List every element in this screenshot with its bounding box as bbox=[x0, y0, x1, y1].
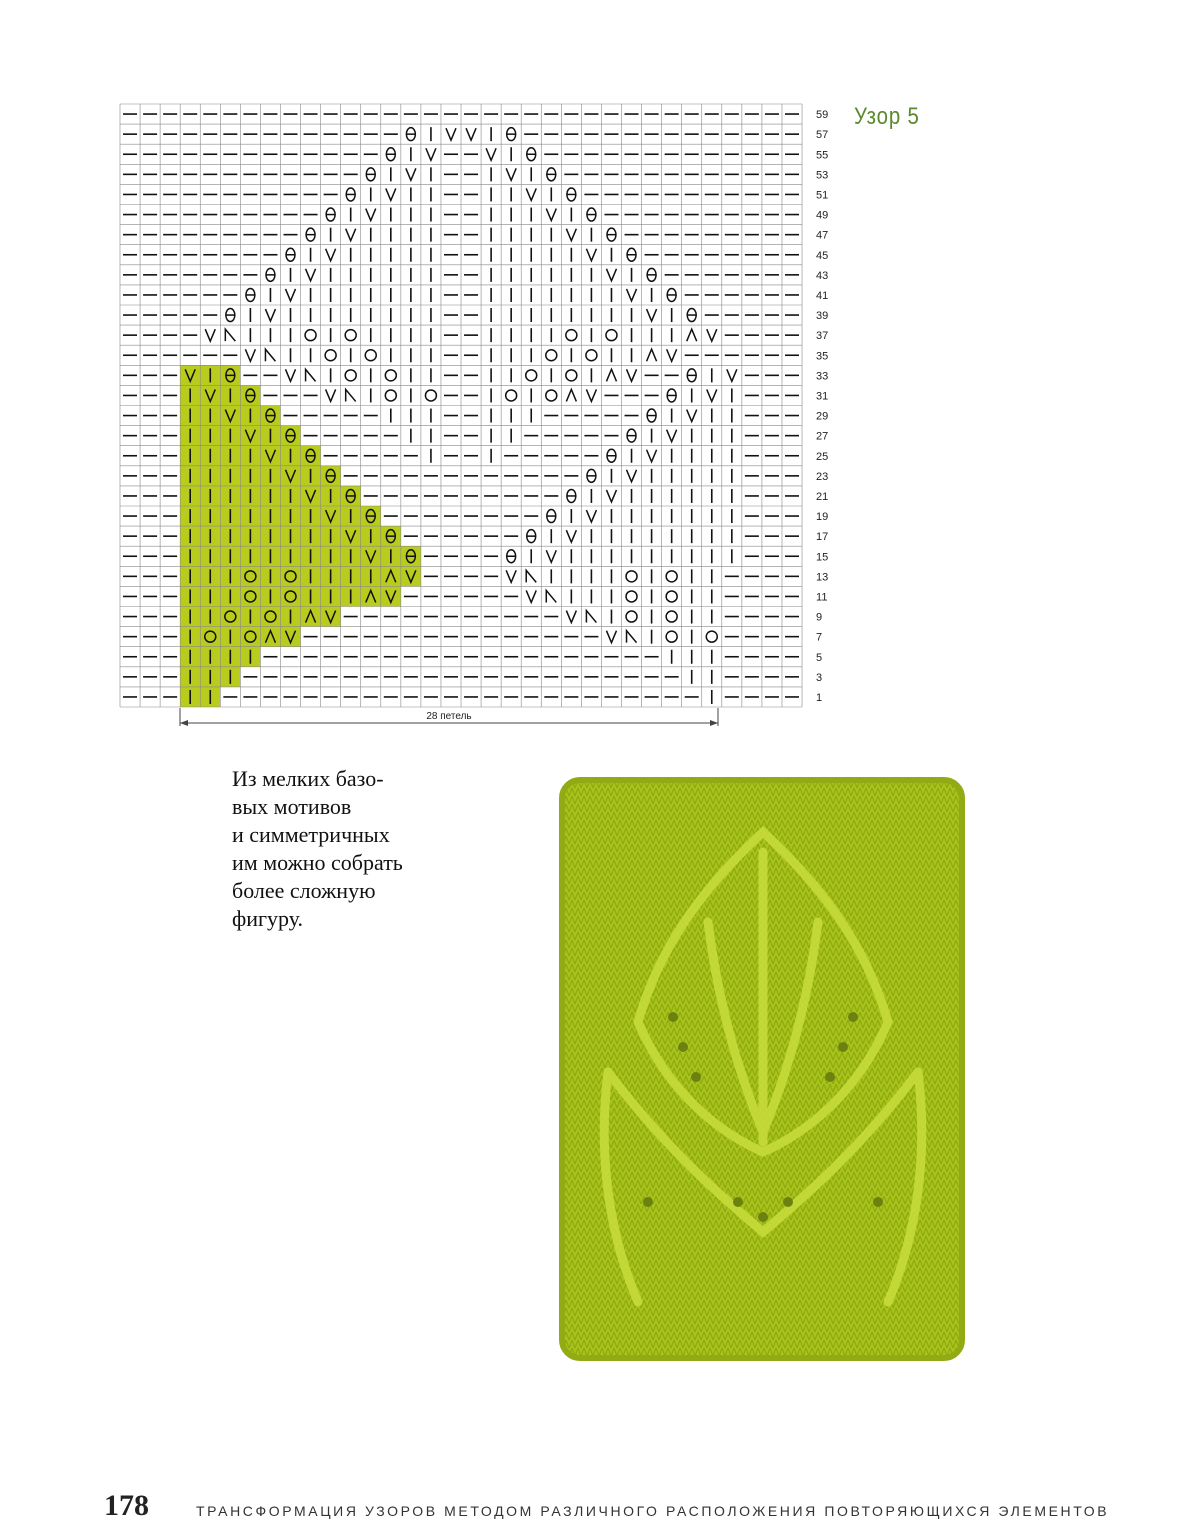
increase-symbol bbox=[506, 168, 516, 180]
yarn-over-symbol bbox=[345, 330, 356, 341]
caption-line: вых мотивов bbox=[232, 794, 352, 819]
twisted-stitch-symbol bbox=[567, 489, 576, 502]
yarn-over-symbol bbox=[666, 571, 677, 582]
left-decrease-symbol bbox=[265, 349, 275, 361]
row-number: 23 bbox=[816, 470, 829, 483]
yarn-over-symbol bbox=[546, 390, 557, 401]
row-number: 43 bbox=[816, 269, 829, 282]
twisted-stitch-symbol bbox=[547, 510, 556, 523]
caption-line: им можно собрать bbox=[232, 850, 403, 875]
increase-symbol bbox=[627, 289, 637, 301]
knitting-chart bbox=[0, 0, 840, 740]
yarn-over-symbol bbox=[666, 611, 677, 622]
highlight-cell bbox=[240, 627, 260, 647]
increase-symbol bbox=[687, 410, 697, 422]
yarn-over-symbol bbox=[325, 350, 336, 361]
twisted-stitch-symbol bbox=[627, 248, 636, 261]
row-number: 13 bbox=[816, 571, 829, 584]
row-number: 45 bbox=[816, 249, 829, 262]
increase-symbol bbox=[667, 430, 677, 442]
twisted-stitch-symbol bbox=[547, 168, 556, 181]
twisted-stitch-symbol bbox=[687, 369, 696, 382]
increase-symbol bbox=[586, 249, 596, 261]
left-decrease-symbol bbox=[586, 611, 596, 623]
row-number: 19 bbox=[816, 511, 829, 524]
decrease-symbol bbox=[687, 329, 697, 341]
twisted-stitch-symbol bbox=[306, 228, 315, 241]
increase-symbol bbox=[546, 550, 556, 562]
left-decrease-symbol bbox=[306, 369, 316, 381]
caption-line: Из мелких базо- bbox=[232, 766, 384, 791]
increase-symbol bbox=[406, 168, 416, 180]
increase-symbol bbox=[707, 329, 717, 341]
increase-symbol bbox=[306, 269, 316, 281]
yarn-over-symbol bbox=[566, 370, 577, 381]
caption bbox=[232, 765, 462, 933]
row-number: 5 bbox=[816, 651, 823, 664]
highlight-cell bbox=[240, 566, 260, 586]
increase-symbol bbox=[486, 148, 496, 160]
yarn-over-symbol bbox=[666, 631, 677, 642]
increase-symbol bbox=[566, 229, 576, 241]
row-number: 53 bbox=[816, 169, 829, 182]
increase-symbol bbox=[205, 329, 215, 341]
row-number: 57 bbox=[816, 129, 829, 142]
highlight-cell bbox=[260, 607, 280, 627]
twisted-stitch-symbol bbox=[667, 288, 676, 301]
page-number: 178 bbox=[104, 1489, 149, 1522]
twisted-stitch-symbol bbox=[627, 429, 636, 442]
twisted-stitch-symbol bbox=[647, 268, 656, 281]
row-number: 17 bbox=[816, 531, 829, 544]
twisted-stitch-symbol bbox=[647, 409, 656, 422]
yarn-over-symbol bbox=[425, 390, 436, 401]
left-decrease-symbol bbox=[225, 329, 235, 341]
left-decrease-symbol bbox=[346, 389, 356, 401]
increase-symbol bbox=[426, 148, 436, 160]
increase-symbol bbox=[586, 389, 596, 401]
yarn-over-symbol bbox=[345, 370, 356, 381]
twisted-stitch-symbol bbox=[527, 530, 536, 543]
twisted-stitch-symbol bbox=[326, 208, 335, 221]
caption-line: фигуру. bbox=[232, 906, 304, 931]
twisted-stitch-symbol bbox=[386, 148, 395, 161]
increase-symbol bbox=[707, 389, 717, 401]
row-number: 47 bbox=[816, 229, 829, 242]
increase-symbol bbox=[386, 188, 396, 200]
increase-symbol bbox=[606, 631, 616, 643]
twisted-stitch-symbol bbox=[607, 228, 616, 241]
yarn-over-symbol bbox=[546, 350, 557, 361]
row-number: 59 bbox=[816, 109, 829, 122]
increase-symbol bbox=[446, 128, 456, 140]
increase-symbol bbox=[245, 349, 255, 361]
twisted-stitch-symbol bbox=[266, 268, 275, 281]
increase-symbol bbox=[346, 229, 356, 241]
pattern-title: Узор 5 bbox=[854, 103, 920, 130]
twisted-stitch-symbol bbox=[587, 208, 596, 221]
highlight-cell bbox=[220, 607, 240, 627]
increase-symbol bbox=[326, 249, 336, 261]
twisted-stitch-symbol bbox=[406, 128, 415, 141]
row-number: 9 bbox=[816, 611, 823, 624]
knitted-swatch-photo bbox=[548, 772, 978, 1367]
twisted-stitch-symbol bbox=[246, 288, 255, 301]
yarn-over-symbol bbox=[305, 330, 316, 341]
yarn-over-symbol bbox=[385, 370, 396, 381]
caption-line: и симметричных bbox=[232, 822, 390, 847]
twisted-stitch-symbol bbox=[346, 188, 355, 201]
twisted-stitch-symbol bbox=[226, 309, 235, 322]
yarn-over-symbol bbox=[586, 350, 597, 361]
left-decrease-symbol bbox=[526, 570, 536, 582]
increase-symbol bbox=[647, 450, 657, 462]
twisted-stitch-symbol bbox=[366, 168, 375, 181]
highlight-cell bbox=[200, 627, 220, 647]
increase-symbol bbox=[366, 209, 376, 221]
yarn-over-symbol bbox=[526, 370, 537, 381]
increase-symbol bbox=[566, 530, 576, 542]
row-number: 11 bbox=[816, 591, 828, 604]
decrease-symbol bbox=[566, 389, 576, 401]
twisted-stitch-symbol bbox=[567, 188, 576, 201]
increase-symbol bbox=[627, 470, 637, 482]
width-label: 28 петель bbox=[426, 711, 472, 722]
twisted-stitch-symbol bbox=[507, 128, 516, 141]
row-number: 25 bbox=[816, 450, 829, 463]
yarn-over-symbol bbox=[666, 591, 677, 602]
row-number: 27 bbox=[816, 430, 829, 443]
row-number: 15 bbox=[816, 551, 829, 564]
row-number: 33 bbox=[816, 370, 829, 383]
row-number: 7 bbox=[816, 631, 823, 644]
increase-symbol bbox=[326, 389, 336, 401]
increase-symbol bbox=[506, 570, 516, 582]
twisted-stitch-symbol bbox=[607, 449, 616, 462]
twisted-stitch-symbol bbox=[286, 248, 295, 261]
width-dimension bbox=[180, 708, 718, 726]
row-number: 41 bbox=[816, 289, 829, 302]
increase-symbol bbox=[546, 209, 556, 221]
increase-symbol bbox=[586, 510, 596, 522]
caption-line: более сложную bbox=[232, 878, 376, 903]
increase-symbol bbox=[466, 128, 476, 140]
increase-symbol bbox=[566, 611, 576, 623]
increase-symbol bbox=[606, 490, 616, 502]
row-number: 35 bbox=[816, 350, 829, 363]
left-decrease-symbol bbox=[546, 590, 556, 602]
yarn-over-symbol bbox=[566, 330, 577, 341]
twisted-stitch-symbol bbox=[527, 148, 536, 161]
increase-symbol bbox=[606, 269, 616, 281]
row-number: 39 bbox=[816, 310, 829, 323]
increase-symbol bbox=[526, 188, 536, 200]
decrease-symbol bbox=[647, 349, 657, 361]
increase-symbol bbox=[667, 349, 677, 361]
row-number: 1 bbox=[816, 691, 823, 704]
highlight-cell bbox=[280, 586, 300, 606]
highlight-cell bbox=[240, 586, 260, 606]
row-number: 55 bbox=[816, 149, 829, 162]
yarn-over-symbol bbox=[385, 390, 396, 401]
row-number: 37 bbox=[816, 330, 829, 343]
increase-symbol bbox=[286, 369, 296, 381]
twisted-stitch-symbol bbox=[687, 309, 696, 322]
yarn-over-symbol bbox=[365, 350, 376, 361]
yarn-over-symbol bbox=[626, 571, 637, 582]
decrease-symbol bbox=[606, 369, 616, 381]
yarn-over-symbol bbox=[506, 390, 517, 401]
increase-symbol bbox=[526, 590, 536, 602]
twisted-stitch-symbol bbox=[507, 550, 516, 563]
yarn-over-symbol bbox=[626, 611, 637, 622]
twisted-stitch-symbol bbox=[667, 389, 676, 402]
twisted-stitch-symbol bbox=[587, 469, 596, 482]
yarn-over-symbol bbox=[606, 330, 617, 341]
row-number: 21 bbox=[816, 490, 829, 503]
left-decrease-symbol bbox=[627, 631, 637, 643]
row-number: 51 bbox=[816, 189, 829, 202]
increase-symbol bbox=[727, 369, 737, 381]
increase-symbol bbox=[286, 289, 296, 301]
running-header: ТРАНСФОРМАЦИЯ УЗОРОВ МЕТОДОМ РАЗЛИЧНОГО РАСПОЛОЖЕНИЯ ПОВТОРЯЮЩИХСЯ ЭЛЕМЕНТОВ bbox=[196, 1503, 1110, 1519]
row-number: 31 bbox=[816, 390, 829, 403]
increase-symbol bbox=[265, 309, 275, 321]
increase-symbol bbox=[647, 309, 657, 321]
highlight-cell bbox=[280, 566, 300, 586]
row-numbers bbox=[816, 109, 828, 704]
yarn-over-symbol bbox=[706, 631, 717, 642]
yarn-over-symbol bbox=[626, 591, 637, 602]
row-number: 29 bbox=[816, 410, 829, 423]
increase-symbol bbox=[627, 369, 637, 381]
row-number: 49 bbox=[816, 209, 829, 222]
row-number: 3 bbox=[816, 671, 823, 684]
